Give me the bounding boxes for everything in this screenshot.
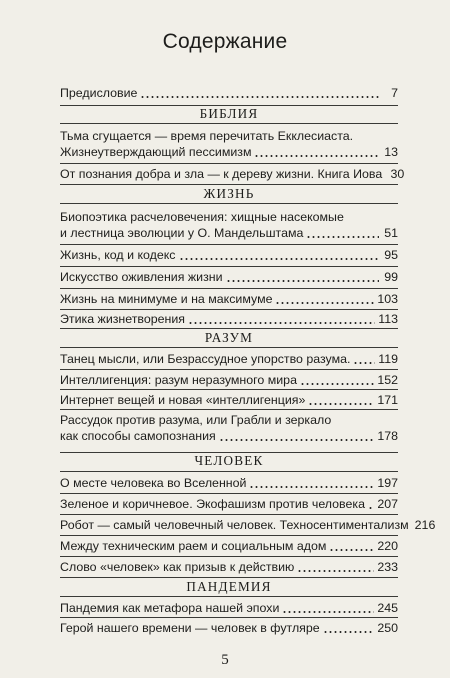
toc-entry-title: Робот — самый человечный человек. Техносентиментализм [60, 518, 409, 532]
toc-entry-page: 30 [390, 167, 405, 181]
section-divider [60, 577, 398, 578]
section-divider [60, 203, 398, 204]
toc-entry-title: Интернет вещей и новая «интеллигенция» [60, 393, 306, 407]
leader-dots [140, 96, 379, 98]
toc-entry-title: как способы самопознания [60, 429, 216, 443]
toc-entry-title: Жизнь, код и кодекс [60, 248, 176, 262]
toc-entry[interactable] [60, 496, 398, 512]
toc-entry-title: Жизнь на минимуме и на максимуме [60, 292, 273, 306]
toc-entry-title: Жизнеутверждающий пессимизм [60, 145, 252, 159]
toc-entry-title: Пандемия как метафора нашей эпохи [60, 601, 280, 615]
toc-entry-page: 233 [377, 560, 398, 574]
leader-dots [249, 486, 374, 488]
toc-entry-title: Предисловие [60, 86, 138, 100]
toc-entry-title: О месте человека во Вселенной [60, 476, 247, 490]
toc-entry-title: Интеллигенция: разум неразумного мира [60, 373, 297, 387]
toc-entry-page: 250 [377, 621, 398, 635]
section-divider [60, 123, 398, 124]
toc-entry-page: 113 [378, 312, 398, 326]
entry-divider [60, 514, 398, 515]
entry-divider [60, 556, 398, 557]
toc-entry-title: Зеленое и коричневое. Экофашизм против человека [60, 497, 365, 511]
toc-entry-title: Рассудок против разума, или Грабли и зеркало [60, 413, 332, 427]
leader-dots [297, 570, 374, 572]
entry-divider [60, 288, 398, 289]
section-divider [60, 596, 398, 597]
toc-entry-title: Слово «человек» как призыв к действию [60, 560, 295, 574]
toc-entry-title: Герой нашего времени — человек в футляре [60, 621, 320, 635]
toc-entry-page: 99 [384, 270, 398, 284]
toc-entry-title: Танец мысли, или Безрассудное упорство разума. [60, 352, 351, 366]
toc-entry-page: 197 [377, 476, 398, 490]
toc-entry-page: 152 [377, 373, 398, 387]
toc-entry-page: 51 [384, 226, 398, 240]
toc-entry-page: 178 [377, 429, 398, 443]
toc-entry-page: 171 [377, 393, 398, 407]
section-divider [60, 471, 398, 472]
section-heading-bible: БИБЛИЯ [199, 106, 259, 121]
leader-dots [219, 439, 375, 441]
toc-entry-page: 7 [391, 86, 398, 100]
toc-entry-page: 245 [377, 601, 398, 615]
section-heading-life: ЖИЗНЬ [203, 186, 255, 201]
leader-dots [300, 383, 374, 385]
toc-entry-title: Искусство оживления жизни [60, 270, 223, 284]
toc-entry-page: 95 [384, 248, 398, 262]
toc-entry-title: Этика жизнетворения [60, 312, 186, 326]
toc-entry-page: 207 [377, 497, 398, 511]
entry-divider [60, 369, 398, 370]
toc-entry[interactable] [60, 269, 398, 285]
toc-entry-title: Тьма сгущается — время перечитать Екклесиаста. [60, 129, 354, 143]
leader-dots [282, 611, 374, 613]
entry-divider [60, 493, 398, 494]
section-divider [60, 347, 398, 348]
toc-entry-preface[interactable] [60, 85, 398, 101]
toc-entry[interactable] [60, 559, 398, 575]
entry-divider [60, 535, 398, 536]
page-title: Содержание [162, 30, 288, 53]
leader-dots [275, 302, 374, 304]
toc-entry-title: Биопоэтика расчеловечения: хищные насекомые [60, 210, 344, 224]
toc-entry[interactable] [60, 128, 398, 160]
toc-entry-page: 13 [384, 145, 398, 159]
leader-dots [254, 155, 379, 157]
entry-divider [60, 244, 398, 245]
toc-entry[interactable] [60, 372, 398, 388]
toc-entry-page: 220 [377, 539, 398, 553]
toc-entry[interactable] [60, 392, 398, 408]
toc-entry[interactable] [60, 412, 398, 444]
toc-entry[interactable] [60, 209, 398, 241]
entry-divider [60, 266, 398, 267]
entry-divider [60, 389, 398, 390]
leader-dots [179, 258, 380, 260]
leader-dots [308, 403, 374, 405]
leader-dots [323, 631, 375, 633]
section-divider [60, 184, 398, 185]
toc-entry-title: От познания добра и зла — к дереву жизни. Книга Иова [60, 167, 383, 181]
section-heading-human: ЧЕЛОВЕК [194, 453, 264, 468]
page-number: 5 [221, 652, 229, 668]
toc-entry-title: и лестница эволюции у О. Мандельштама [60, 226, 304, 240]
entry-divider [60, 409, 398, 410]
leader-dots [226, 280, 379, 282]
toc-entry[interactable] [60, 166, 405, 182]
leader-dots [368, 507, 374, 509]
entry-divider [60, 163, 398, 164]
toc-entry[interactable] [60, 247, 398, 263]
toc-entry[interactable] [60, 600, 398, 616]
toc-entry[interactable] [60, 351, 398, 367]
leader-dots [188, 322, 375, 324]
toc-entry[interactable] [60, 475, 398, 491]
toc-entry-page: 216 [414, 518, 436, 532]
leader-dots [329, 549, 374, 551]
toc-entry-page: 119 [378, 352, 398, 366]
section-heading-reason: РАЗУМ [204, 330, 254, 345]
toc-entry[interactable] [60, 620, 398, 636]
toc-entry[interactable] [60, 517, 436, 533]
toc-entry[interactable] [60, 291, 398, 307]
toc-entry-page: 103 [377, 292, 398, 306]
toc-entry[interactable] [60, 538, 398, 554]
entry-divider [60, 617, 398, 618]
section-divider [60, 328, 398, 329]
toc-entry[interactable] [60, 311, 398, 327]
section-heading-pandemic: ПАНДЕМИЯ [186, 579, 272, 594]
leader-dots [353, 362, 375, 364]
leader-dots [306, 236, 379, 238]
entry-divider [60, 309, 398, 310]
toc-entry-title: Между техническим раем и социальным адом [60, 539, 327, 553]
